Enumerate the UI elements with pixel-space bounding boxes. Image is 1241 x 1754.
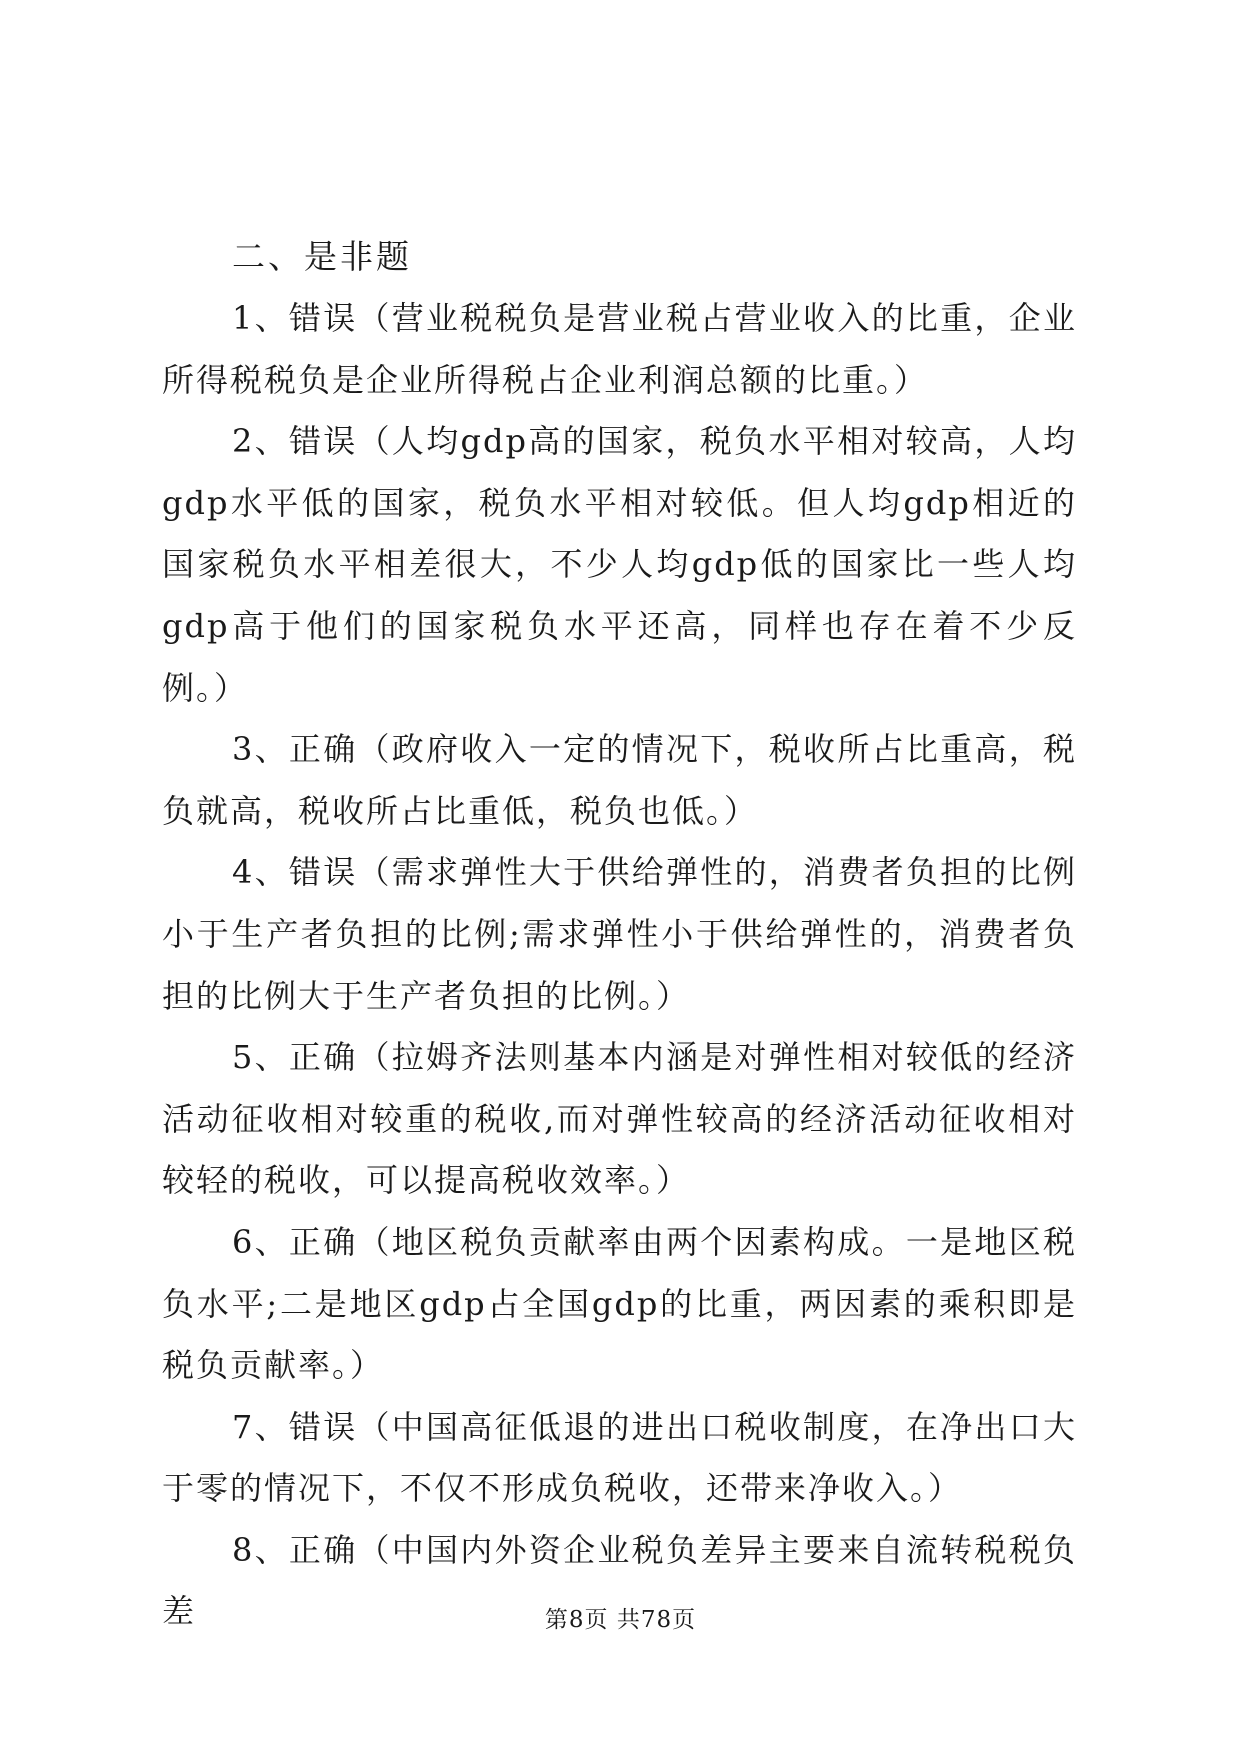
paragraph-2: 2、错误（人均gdp高的国家，税负水平相对较高，人均gdp水平低的国家，税负水平相对较低。但人均gdp相近的国家税负水平相差很大，不少人均gdp低的国家比一些人均gdp高于他们的国家税负水平还高，同样也存在着不少反例。） xyxy=(162,422,1077,707)
paragraph-3: 3、正确（政府收入一定的情况下，税收所占比重高，税负就高，税收所占比重低，税负也低。） xyxy=(162,730,1077,830)
paragraph-1: 1、错误（营业税税负是营业税占营业收入的比重，企业所得税税负是企业所得税占企业利润总额的比重。） xyxy=(162,299,1077,399)
paragraph-4: 4、错误（需求弹性大于供给弹性的，消费者负担的比例小于生产者负担的比例;需求弹性小于供给弹性的，消费者负担的比例大于生产者负担的比例。） xyxy=(162,853,1077,1015)
paragraph-6: 6、正确（地区税负贡献率由两个因素构成。一是地区税负水平;二是地区gdp占全国gdp的比重，两因素的乘积即是税负贡献率。） xyxy=(162,1222,1077,1385)
paragraph-5: 5、正确（拉姆齐法则基本内涵是对弹性相对较低的经济活动征收相对较重的税收,而对弹性较高的经济活动征收相对较轻的税收，可以提高税收效率。） xyxy=(162,1038,1077,1200)
paragraph-8: 8、正确（中国内外资企业税负差异主要来自流转税税负差 xyxy=(162,1530,1077,1631)
page-footer: 第8页 共78页 xyxy=(544,1607,697,1633)
document-body xyxy=(162,226,1077,1643)
paragraph-7: 7、错误（中国高征低退的进出口税收制度，在净出口大于零的情况下，不仅不形成负税收，还带来净收入。） xyxy=(162,1407,1077,1508)
section-title: 二、是非题 xyxy=(232,237,412,276)
